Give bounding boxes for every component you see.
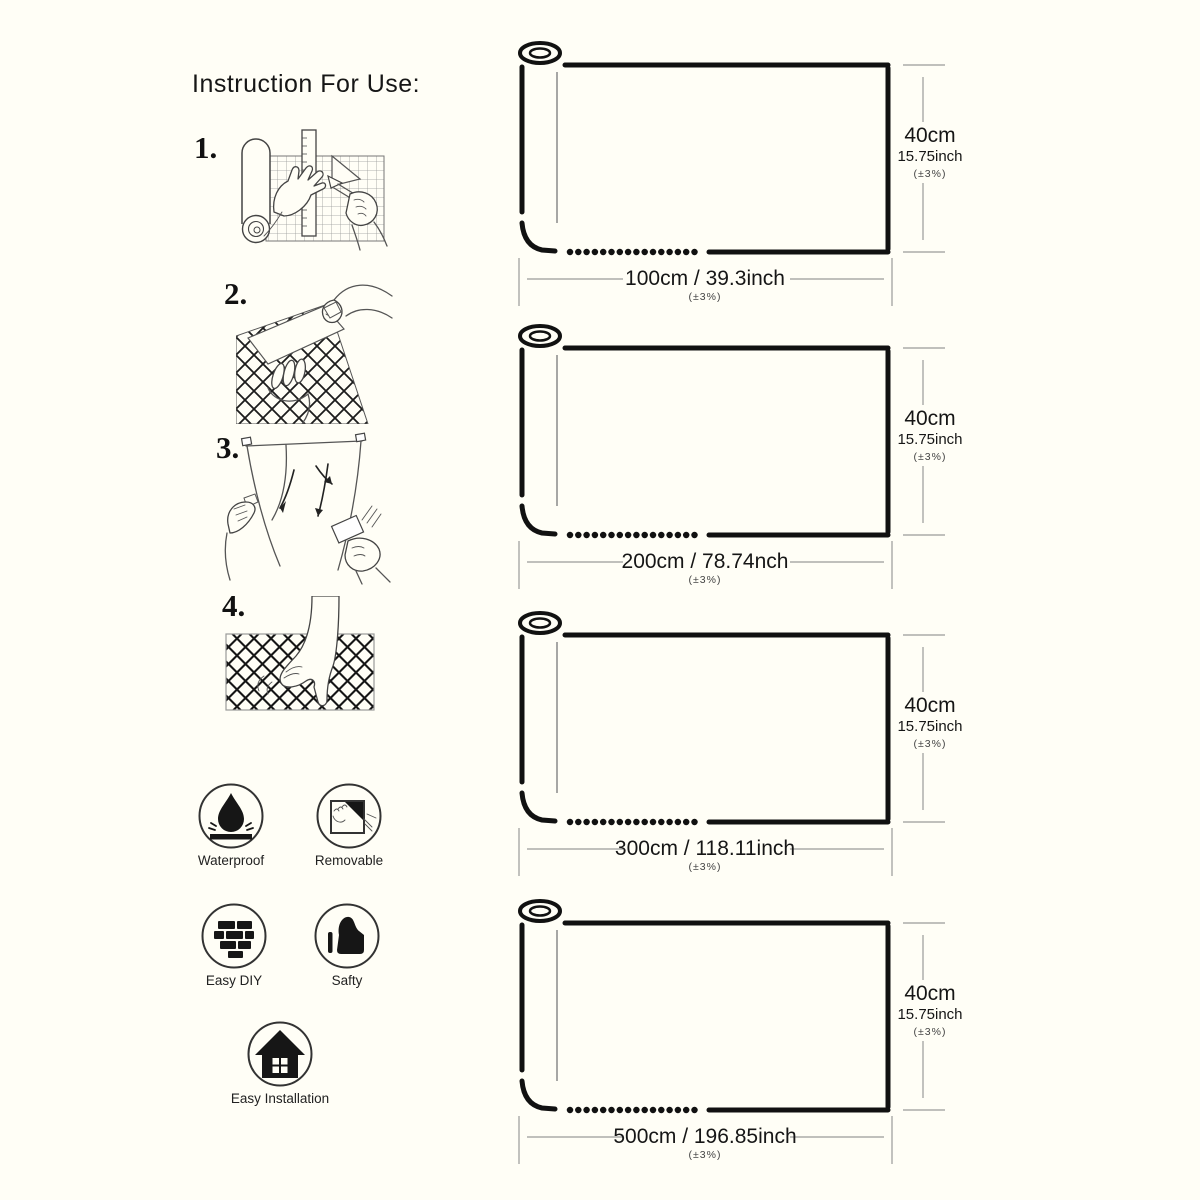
step-1-illustration-cutting xyxy=(224,126,394,268)
roll-width-dimension: 100cm / 39.3inch (±3%) xyxy=(625,267,785,304)
step-2-number: 2. xyxy=(224,276,248,311)
step-4-number: 4. xyxy=(222,588,246,623)
step-3-illustration-applying xyxy=(222,428,397,586)
feature-label: Removable xyxy=(314,853,384,868)
feature-label: Waterproof xyxy=(197,853,265,868)
step-1-number: 1. xyxy=(194,130,218,165)
roll-height-dimension: 40cm 15.75inch (±3%) xyxy=(897,124,963,181)
step-2-illustration-peeling xyxy=(236,274,394,424)
feature-safty xyxy=(292,902,402,988)
step-4-illustration-smoothing xyxy=(220,596,385,724)
feature-label: Easy Installation xyxy=(230,1091,330,1106)
roll-height-dimension: 40cm 15.75inch (±3%) xyxy=(897,982,963,1039)
roll-diagram-100cm xyxy=(490,30,990,320)
roll-diagram-200cm xyxy=(490,313,990,603)
feature-label: Safty xyxy=(331,973,363,988)
feature-removable xyxy=(294,782,404,868)
roll-diagram-500cm xyxy=(490,888,990,1178)
feature-easy-installation xyxy=(225,1020,335,1106)
roll-height-dimension: 40cm 15.75inch (±3%) xyxy=(897,694,963,751)
feature-waterproof xyxy=(176,782,286,868)
thumbs-up-icon xyxy=(313,902,381,970)
water-drop-icon xyxy=(197,782,265,850)
roll-diagram-300cm xyxy=(490,600,990,890)
page-title: Instruction For Use: xyxy=(192,70,421,98)
roll-width-dimension: 200cm / 78.74nch (±3%) xyxy=(621,550,789,587)
feature-easy-diy xyxy=(179,902,289,988)
roll-height-dimension: 40cm 15.75inch (±3%) xyxy=(897,407,963,464)
feature-label: Easy DIY xyxy=(205,973,263,988)
roll-width-dimension: 500cm / 196.85inch (±3%) xyxy=(613,1125,797,1162)
roll-width-dimension: 300cm / 118.11inch (±3%) xyxy=(614,837,796,874)
step-3-number: 3. xyxy=(216,430,240,465)
house-icon xyxy=(246,1020,314,1088)
peel-corner-icon xyxy=(315,782,383,850)
bricks-icon xyxy=(200,902,268,970)
